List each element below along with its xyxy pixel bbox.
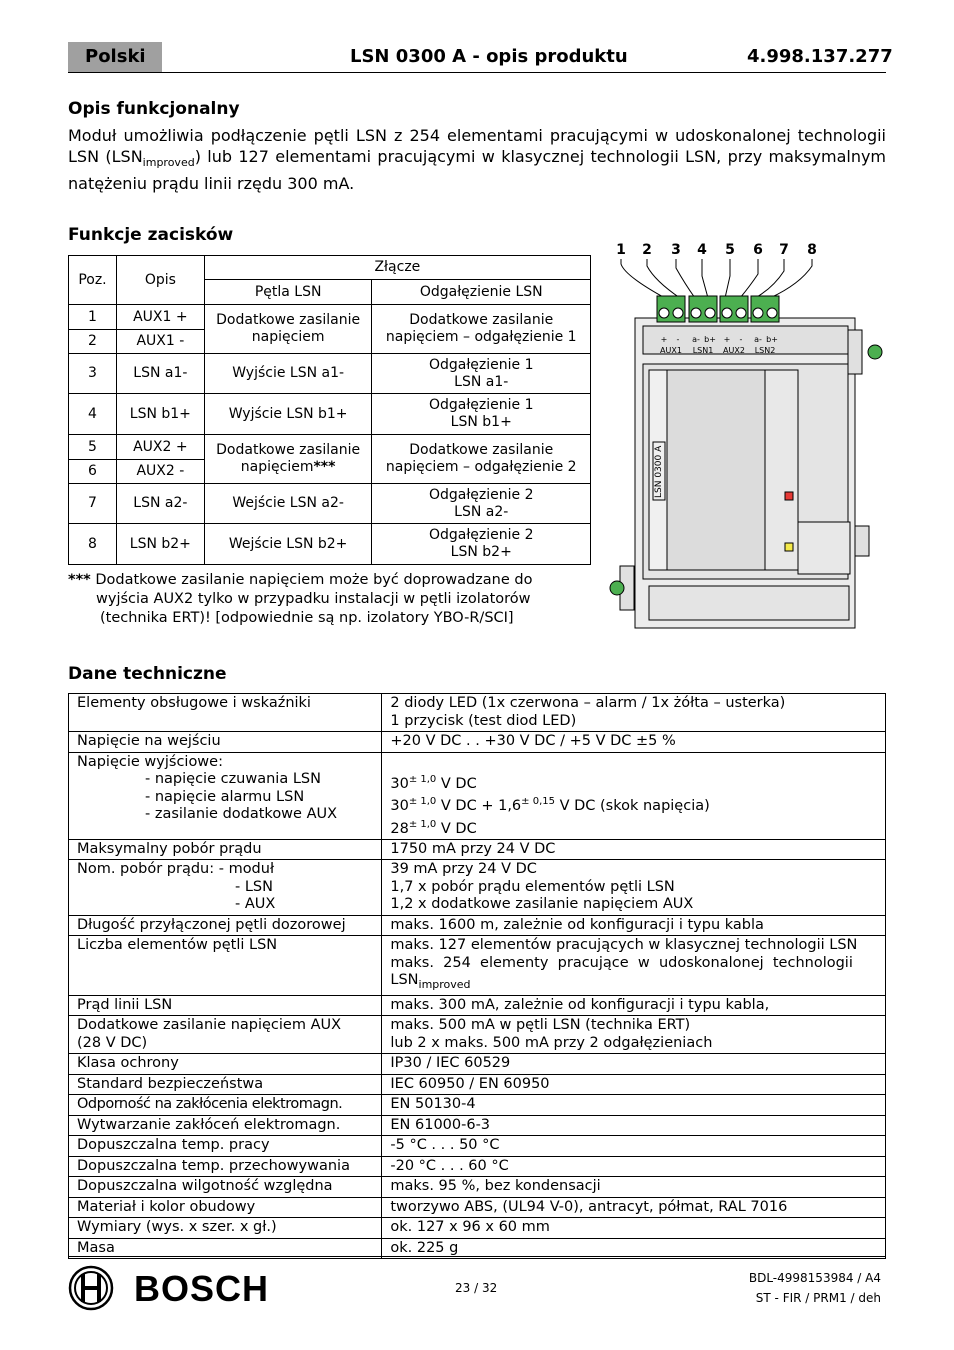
module-diagram xyxy=(605,236,890,636)
branch-line1: Odgałęzienie 2 xyxy=(428,527,534,543)
footer-rule xyxy=(68,1256,886,1257)
v-sub: improved xyxy=(418,978,471,992)
table-row xyxy=(69,936,886,995)
v-part: V DC xyxy=(436,820,477,837)
footnote-mark: *** xyxy=(68,572,91,588)
aux2-branch-cell xyxy=(372,435,591,484)
branch-line1: Odgałęzienie 2 xyxy=(428,486,534,503)
pos-cell: 3 xyxy=(69,354,117,394)
functional-text-a: Moduł umożliwia podłączenie pętli LSN z 254 elementami pracującymi w udoskonalonej technologii LSN (LSN xyxy=(68,126,886,166)
terminal-group-label: LSN1 xyxy=(692,346,714,355)
terminals-table xyxy=(68,255,591,565)
terminal-sign: b+ xyxy=(766,335,778,344)
tech-key xyxy=(69,860,382,916)
aux2-branch-line2: napięciem – odgałęzienie 2 xyxy=(385,459,577,475)
desc-cell: AUX2 - xyxy=(116,460,204,484)
right-clip xyxy=(848,330,862,374)
branch-line2: LSN b1+ xyxy=(450,414,512,430)
tech-key xyxy=(69,1016,382,1054)
tech-key-line: Napięcie wyjściowe: xyxy=(77,753,223,770)
functional-text-sub: improved xyxy=(142,156,195,170)
tech-key-line: - zasilanie dodatkowe AUX xyxy=(145,806,338,822)
module-right-strip xyxy=(765,370,798,570)
aux2-branch-line1: Dodatkowe zasilanie xyxy=(409,442,554,458)
right-lower-clip xyxy=(855,526,869,556)
tech-value xyxy=(382,860,886,916)
pos-cell: 7 xyxy=(69,484,117,524)
tech-table xyxy=(68,693,886,1259)
tech-key-line: - AUX xyxy=(235,896,276,913)
aux2-loop-mark: *** xyxy=(313,459,336,475)
aux2-loop-cell xyxy=(204,435,372,484)
footnote-line3: (technika ERT)! [odpowiednie są np. izolatory YBO-R/SCI] xyxy=(100,610,514,626)
tech-key: Długość przyłączonej pętli dozorowej xyxy=(69,915,382,936)
footnote-line1: Dodatkowe zasilanie napięciem może być doprowadzane do xyxy=(95,572,533,588)
desc-cell: LSN b1+ xyxy=(116,394,204,435)
col-loop-header: Pętla LSN xyxy=(204,280,372,305)
branch-line1: Odgałęzienie 1 xyxy=(428,397,534,413)
tech-value: EN 61000-6-3 xyxy=(382,1115,886,1136)
desc-cell: AUX1 - xyxy=(116,330,204,354)
terminals-heading: Funkcje zacisków xyxy=(68,225,234,245)
left-clip-knob xyxy=(610,581,624,595)
tech-key: Dopuszczalna temp. pracy xyxy=(69,1136,382,1157)
table-row xyxy=(69,305,591,330)
table-row xyxy=(69,1177,886,1198)
v-sup: ± 1,0 xyxy=(408,774,437,785)
tech-value-line xyxy=(390,793,877,815)
v-part: V DC + 1,6 xyxy=(436,798,522,815)
tech-key: Prąd linii LSN xyxy=(69,995,382,1016)
desc-cell: AUX1 + xyxy=(116,305,204,330)
header-rule xyxy=(68,72,886,73)
tech-key-line: Dodatkowe zasilanie napięciem AUX xyxy=(77,1017,342,1034)
functional-heading: Opis funkcjonalny xyxy=(68,99,240,119)
pos-cell: 4 xyxy=(69,394,117,435)
tech-key: Maksymalny pobór prądu xyxy=(69,839,382,860)
tech-value: IP30 / IEC 60529 xyxy=(382,1054,886,1075)
tech-value: ok. 225 g xyxy=(382,1238,886,1259)
table-row xyxy=(69,694,886,732)
table-row xyxy=(69,839,886,860)
desc-cell: LSN a2- xyxy=(116,484,204,524)
module-corner xyxy=(798,522,850,574)
tech-key-line: (28 V DC) xyxy=(77,1034,148,1051)
aux1-loop-line1: Dodatkowe zasilanie xyxy=(216,312,361,328)
tech-key-line: - LSN xyxy=(235,878,273,895)
loop-cell: Wejście LSN a2- xyxy=(204,484,372,524)
tech-value-line xyxy=(390,972,877,993)
tech-value xyxy=(382,1016,886,1054)
tech-value-line: 39 mA przy 24 V DC xyxy=(390,861,537,878)
desc-cell: AUX2 + xyxy=(116,435,204,460)
tech-value: +20 V DC . . +30 V DC / +5 V DC ±5 % xyxy=(382,732,886,753)
tech-key: Wytwarzanie zakłóceń elektromagn. xyxy=(69,1115,382,1136)
footnote-line2: wyjścia AUX2 tylko w przypadku instalacji w pętli izolatorów xyxy=(96,591,531,607)
terminal-sign: - xyxy=(739,335,743,344)
tech-key: Liczba elementów pętli LSN xyxy=(69,936,382,995)
tech-key: Standard bezpieczeństwa xyxy=(69,1074,382,1095)
aux1-loop-cell xyxy=(204,305,372,354)
terminal-group-label: AUX2 xyxy=(723,346,745,355)
table-row xyxy=(69,1115,886,1136)
v-part: V DC (skok napięcia) xyxy=(554,798,710,815)
pos-cell: 5 xyxy=(69,435,117,460)
aux1-loop-line2: napięciem xyxy=(251,329,325,345)
pos-cell: 6 xyxy=(69,460,117,484)
aux2-loop-line1: Dodatkowe zasilanie xyxy=(216,442,361,458)
functional-text-b: ) lub 127 elementami pracującymi w klasycznej technologii LSN, przy maksymalnym natężeniu prądu linii rzędu 300 mA. xyxy=(68,147,887,194)
table-row xyxy=(69,1054,886,1075)
tech-key: Klasa ochrony xyxy=(69,1054,382,1075)
tech-key: Dopuszczalna wilgotność względna xyxy=(69,1177,382,1198)
desc-cell: LSN b2+ xyxy=(116,524,204,565)
tech-key: Masa xyxy=(69,1238,382,1259)
tech-key xyxy=(69,752,382,839)
tech-key: Odporność na zakłócenia elektromagn. xyxy=(69,1095,382,1116)
tech-key: Dopuszczalna temp. przechowywania xyxy=(69,1156,382,1177)
pos-cell: 2 xyxy=(69,330,117,354)
fault-led xyxy=(785,543,793,551)
tech-value: -5 °C . . . 50 °C xyxy=(382,1136,886,1157)
col-connector-header: Złącze xyxy=(204,256,590,280)
table-row xyxy=(69,1016,886,1054)
v-sup: ± 1,0 xyxy=(408,818,437,830)
housing-bottom-strip xyxy=(649,586,849,620)
v-sup: ± 1,0 xyxy=(408,796,437,808)
table-row xyxy=(69,524,591,565)
tech-value: maks. 1600 m, zależnie od konfiguracji i typu kabla xyxy=(382,915,886,936)
aux1-branch-line1: Dodatkowe zasilanie xyxy=(409,312,554,328)
tech-value: maks. 300 mA, zależnie od konfiguracji i typu kabla, xyxy=(382,995,886,1016)
table-row xyxy=(69,860,886,916)
tech-key: Wymiary (wys. x szer. x gł.) xyxy=(69,1218,382,1239)
branch-line1: Odgałęzienie 1 xyxy=(428,356,534,373)
pos-cell: 1 xyxy=(69,305,117,330)
tech-value xyxy=(382,752,886,839)
table-row xyxy=(69,354,591,394)
tech-value-line: lub 2 x maks. 500 mA przy 2 odgałęzieniach xyxy=(390,1034,713,1051)
page-number: 23 / 32 xyxy=(455,1281,498,1295)
terminal-sign: b+ xyxy=(704,335,716,344)
v-part: LSN xyxy=(390,972,419,989)
tech-key-line: - napięcie czuwania LSN xyxy=(145,771,321,787)
col-pos-header: Poz. xyxy=(69,256,117,305)
table-row xyxy=(69,1156,886,1177)
branch-line2: LSN a2- xyxy=(454,503,509,520)
terminal-sign: + xyxy=(660,335,668,344)
terminal-sign: - xyxy=(676,335,680,344)
terminal-group-label: AUX1 xyxy=(660,346,682,355)
document-number: 4.998.137.277 xyxy=(747,46,893,67)
tech-value: ok. 127 x 96 x 60 mm xyxy=(382,1218,886,1239)
tech-value: tworzywo ABS, (UL94 V-0), antracyt, półmat, RAL 7016 xyxy=(382,1197,886,1218)
loop-cell: Wejście LSN b2+ xyxy=(204,524,372,565)
table-row xyxy=(69,484,591,524)
terminal-number: 7 xyxy=(779,242,789,258)
doc-ref-line: ST - FIR / PRM1 / deh xyxy=(755,1291,881,1305)
tech-key-line: - napięcie alarmu LSN xyxy=(145,788,305,805)
branch-cell xyxy=(372,524,591,565)
tech-value-line: 1,2 x dodatkowe zasilanie napięciem AUX xyxy=(390,896,694,913)
v-part: 30 xyxy=(390,798,409,815)
aux2-loop-line2: napięciem xyxy=(240,459,314,475)
table-row xyxy=(69,1074,886,1095)
tech-key: Materiał i kolor obudowy xyxy=(69,1197,382,1218)
tech-value-line xyxy=(390,771,877,793)
tech-key: Napięcie na wejściu xyxy=(69,732,382,753)
tech-value: 1750 mA przy 24 V DC xyxy=(382,839,886,860)
document-id xyxy=(740,1268,881,1308)
module-front xyxy=(667,370,765,570)
module-label: LSN 0300 A xyxy=(654,445,664,498)
loop-cell: Wyjście LSN a1- xyxy=(204,354,372,394)
brand-wordmark: BOSCH xyxy=(134,1268,270,1309)
tech-value-line: maks. 254 elementy pracujące w udoskonalonej technologii xyxy=(390,954,853,971)
table-row xyxy=(69,394,591,435)
tech-key: Elementy obsługowe i wskaźniki xyxy=(69,694,382,732)
bosch-logo-icon xyxy=(68,1265,114,1311)
table-row xyxy=(69,435,591,460)
terminal-group-label: LSN2 xyxy=(754,346,776,355)
col-branch-header: Odgałęzienie LSN xyxy=(372,280,591,305)
table-row xyxy=(69,1095,886,1116)
tech-value xyxy=(382,936,886,995)
functional-text xyxy=(68,125,886,194)
branch-cell xyxy=(372,394,591,435)
desc-cell: LSN a1- xyxy=(116,354,204,394)
branch-line2: LSN b2+ xyxy=(450,544,512,560)
tech-value: EN 50130-4 xyxy=(382,1095,886,1116)
tech-value-line: 1 przycisk (test diod LED) xyxy=(390,712,577,729)
terminal-number: 6 xyxy=(753,242,763,258)
table-row xyxy=(69,1136,886,1157)
terminal-sign: a- xyxy=(692,335,700,344)
branch-line2: LSN a1- xyxy=(454,373,509,390)
table-row xyxy=(69,1197,886,1218)
terminal-number: 5 xyxy=(725,242,735,258)
alarm-led xyxy=(785,492,793,500)
tech-value-line: 2 diody LED (1x czerwona – alarm / 1x żółta – usterka) xyxy=(390,695,786,711)
terminal-number: 3 xyxy=(671,242,681,258)
tech-heading: Dane techniczne xyxy=(68,664,227,684)
table-row xyxy=(69,915,886,936)
tech-key-line: Nom. pobór prądu: - moduł xyxy=(77,861,275,878)
terminal-number: 4 xyxy=(697,242,707,258)
branch-cell xyxy=(372,354,591,394)
tech-value: maks. 95 %, bez kondensacji xyxy=(382,1177,886,1198)
aux1-branch-line2: napięciem – odgałęzienie 1 xyxy=(385,329,577,345)
loop-cell: Wyjście LSN b1+ xyxy=(204,394,372,435)
aux1-branch-cell xyxy=(372,305,591,354)
terminals-footnote xyxy=(68,571,598,628)
tech-value-line: 1,7 x pobór prądu elementów pętli LSN xyxy=(390,878,675,895)
terminal-number: 2 xyxy=(642,242,652,258)
v-part: V DC xyxy=(436,775,477,792)
table-row xyxy=(69,995,886,1016)
tech-value: -20 °C . . . 60 °C xyxy=(382,1156,886,1177)
v-part: 30 xyxy=(390,775,409,792)
table-row xyxy=(69,752,886,839)
col-desc-header: Opis xyxy=(116,256,204,305)
terminal-sign: a- xyxy=(754,335,762,344)
tech-value-line xyxy=(390,816,877,838)
v-part: 28 xyxy=(390,820,409,837)
pos-cell: 8 xyxy=(69,524,117,565)
table-row xyxy=(69,1218,886,1239)
tech-value-line: maks. 500 mA w pętli LSN (technika ERT) xyxy=(390,1017,691,1034)
table-row xyxy=(69,732,886,753)
right-clip-knob xyxy=(868,345,882,359)
language-label: Polski xyxy=(68,42,162,72)
terminal-number: 1 xyxy=(616,242,626,258)
terminal-sign: + xyxy=(723,335,731,344)
tech-value xyxy=(382,694,886,732)
document-title: LSN 0300 A - opis produktu xyxy=(350,46,628,67)
leader-lines xyxy=(621,259,812,298)
tech-value: IEC 60950 / EN 60950 xyxy=(382,1074,886,1095)
branch-cell xyxy=(372,484,591,524)
doc-id-line: BDL-4998153984 / A4 xyxy=(748,1271,881,1285)
terminal-number: 8 xyxy=(807,242,817,258)
tech-value-line: maks. 127 elementów pracujących w klasycznej technologii LSN xyxy=(390,937,858,954)
v-sup: ± 0,15 xyxy=(521,796,555,808)
